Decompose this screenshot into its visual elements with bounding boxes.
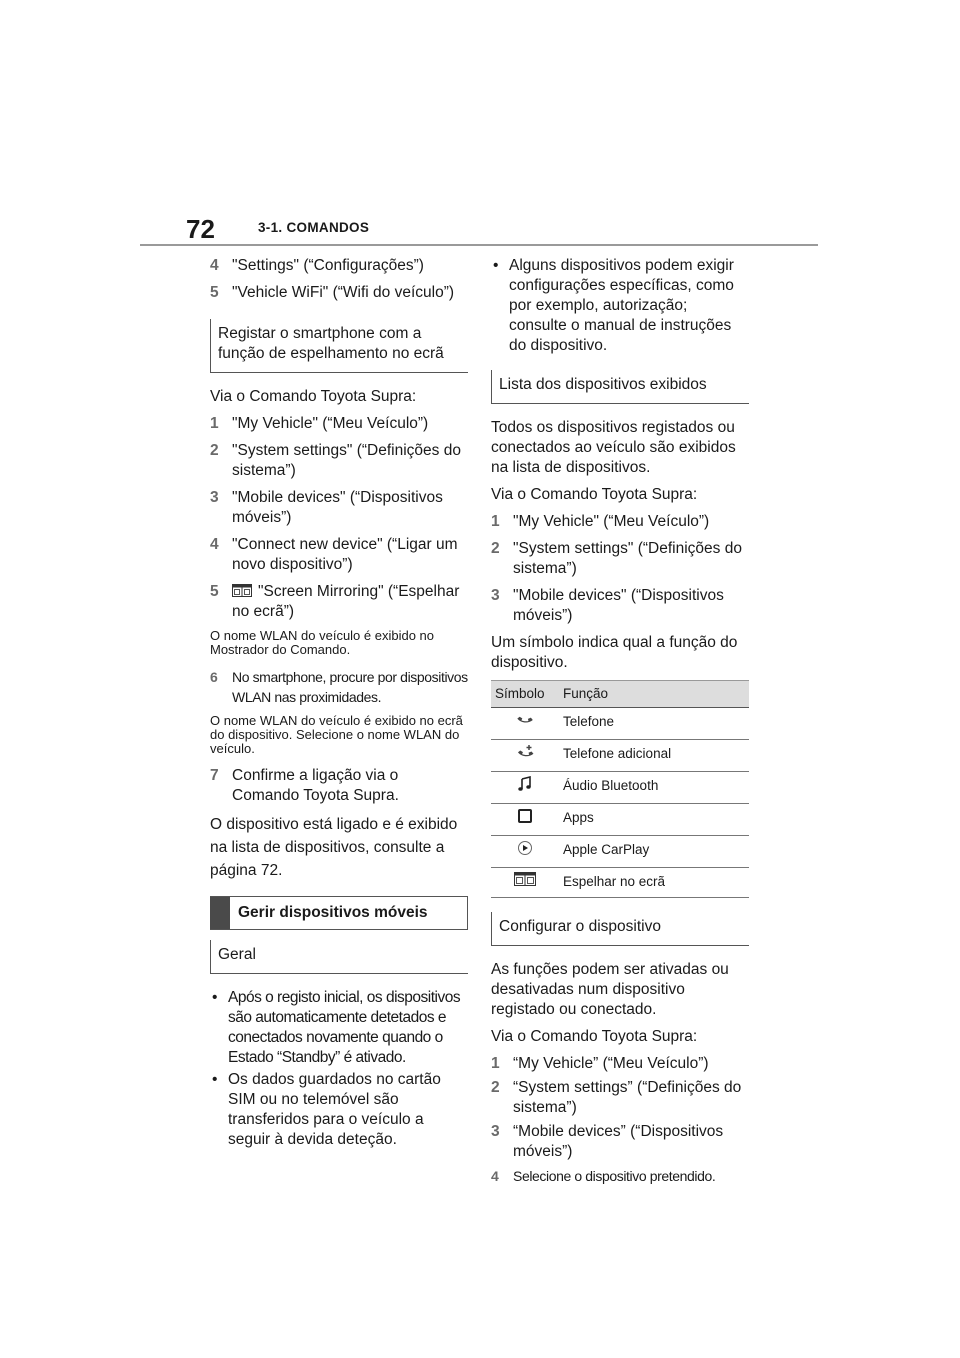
table-header-row	[491, 681, 749, 708]
table-row	[491, 804, 749, 836]
step-item: 1 “My Vehicle” (“Meu Veículo”)	[491, 1055, 709, 1072]
step-item: 5 "Screen Mirroring" (“Espelhar no ecrã”)	[210, 583, 460, 620]
additional-phone-icon	[516, 744, 534, 760]
table-row	[491, 772, 749, 804]
result-text: O dispositivo está ligado e é exibido na lista de dispositivos, consulte a página 72.	[210, 816, 458, 879]
via-label: Via o Comando Toyota Supra:	[491, 1028, 698, 1045]
step-item: 2 "System settings" (“Definições do sistema”)	[491, 540, 742, 577]
step-item: 2 "System settings" (“Definições do sistema”)	[210, 442, 461, 479]
note-text: O nome WLAN do veículo é exibido no Mostrador do Comando.	[210, 628, 435, 657]
table-row	[491, 868, 749, 898]
function-label: Áudio Bluetooth	[559, 772, 749, 804]
symbol-table	[491, 680, 749, 898]
step-item: 1 "My Vehicle" (“Meu Veículo”)	[491, 513, 710, 530]
subheading-register: Registar o smartphone com a função de espelhamento no ecrã	[210, 319, 468, 373]
step-item: 2 “System settings” (“Definições do sistema”)	[491, 1079, 742, 1116]
subheading-device-list: Lista dos dispositivos exibidos	[491, 370, 749, 404]
subheading-general: Geral	[210, 940, 468, 974]
section-heading-manage: Gerir dispositivos móveis	[210, 896, 468, 930]
step-item: 1 "My Vehicle" (“Meu Veículo”)	[210, 415, 429, 432]
bullet-item: • Os dados guardados no cartão SIM ou no telemóvel são transferidos para o veículo a seguir à devida deteção.	[212, 1071, 441, 1148]
table-row	[491, 708, 749, 740]
step-item: 4 "Connect new device" (“Ligar um novo dispositivo”)	[210, 536, 458, 573]
paragraph: As funções podem ser ativadas ou desativadas num dispositivo registado ou conectado.	[491, 961, 729, 1018]
column-header: Função	[559, 681, 749, 708]
page-number: 72	[186, 214, 215, 244]
screen-mirror-icon	[514, 872, 536, 886]
table-row	[491, 740, 749, 772]
step-item: 3 "Mobile devices" (“Dispositivos móveis”)	[491, 587, 724, 624]
column-header: Símbolo	[491, 681, 559, 708]
section-title: 3-1. COMANDOS	[258, 220, 370, 235]
heading-marker	[210, 897, 230, 929]
step-item: 4 "Settings" (“Configurações”)	[210, 257, 424, 274]
header-divider	[140, 244, 818, 246]
step-item: 6 No smartphone, procure por dispositivos WLAN nas proximidades.	[210, 669, 468, 705]
carplay-icon	[517, 840, 533, 856]
step-item: 3 “Mobile devices” (“Dispositivos móveis”)	[491, 1123, 724, 1160]
function-label: Telefone	[559, 708, 749, 740]
function-label: Apps	[559, 804, 749, 836]
paragraph: Todos os dispositivos registados ou conectados ao veículo são exibidos na lista de dispositivos.	[491, 419, 736, 476]
paragraph: Um símbolo indica qual a função do dispositivo.	[491, 634, 738, 671]
step-item: 4 Selecione o dispositivo pretendido.	[491, 1168, 716, 1184]
bullet-item: • Após o registo inicial, os dispositivos são automaticamente detetados e conectados novamente quando o Estado “Standby” é ativado.	[212, 989, 461, 1066]
note-text: O nome WLAN do veículo é exibido no ecrã do dispositivo. Selecione o nome WLAN do veículo.	[210, 713, 463, 756]
screen-mirror-icon	[232, 584, 252, 597]
step-item: 5 "Vehicle WiFi" (“Wifi do veículo”)	[210, 284, 455, 301]
step-item: 3 "Mobile devices" (“Dispositivos móveis”)	[210, 489, 443, 526]
function-label: Apple CarPlay	[559, 836, 749, 868]
function-label: Telefone adicional	[559, 740, 749, 772]
left-column	[210, 256, 468, 1152]
table-row	[491, 836, 749, 868]
via-label: Via o Comando Toyota Supra:	[491, 486, 698, 503]
via-label: Via o Comando Toyota Supra:	[210, 388, 417, 405]
bullet-item: • Alguns dispositivos podem exigir configurações específicas, como por exemplo, autorização; consulte o manual de instruções do dispositivo.	[493, 257, 734, 354]
phone-icon	[517, 712, 533, 728]
function-label: Espelhar no ecrã	[559, 868, 749, 898]
subheading-configure: Configurar o dispositivo	[491, 912, 749, 946]
right-column	[491, 256, 749, 1190]
apps-square-icon	[517, 808, 533, 824]
music-note-icon	[517, 776, 533, 792]
step-item: 7 Confirme a ligação via o Comando Toyota Supra.	[210, 767, 399, 804]
